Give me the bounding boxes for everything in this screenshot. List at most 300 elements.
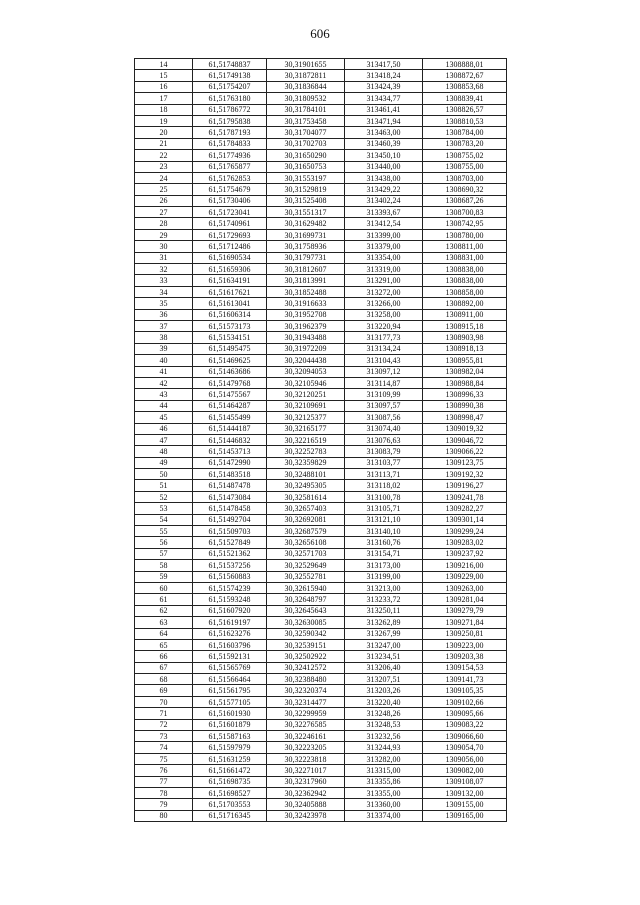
y-coordinate-cell: 1309141,73 bbox=[423, 674, 507, 685]
longitude-cell: 30,32529649 bbox=[267, 560, 345, 571]
y-coordinate-cell: 1308690,32 bbox=[423, 184, 507, 195]
x-coordinate-cell: 313154,71 bbox=[345, 548, 423, 559]
x-coordinate-cell: 313118,02 bbox=[345, 480, 423, 491]
x-coordinate-cell: 313262,89 bbox=[345, 617, 423, 628]
y-coordinate-cell: 1308998,47 bbox=[423, 412, 507, 423]
y-coordinate-cell: 1308826,57 bbox=[423, 104, 507, 115]
longitude-cell: 30,32405888 bbox=[267, 799, 345, 810]
table-row bbox=[135, 264, 507, 275]
x-coordinate-cell: 313438,00 bbox=[345, 172, 423, 183]
point-number-cell: 77 bbox=[135, 776, 193, 787]
x-coordinate-cell: 313114,87 bbox=[345, 377, 423, 388]
y-coordinate-cell: 1308811,00 bbox=[423, 241, 507, 252]
y-coordinate-cell: 1309082,00 bbox=[423, 765, 507, 776]
y-coordinate-cell: 1309281,04 bbox=[423, 594, 507, 605]
x-coordinate-cell: 313206,40 bbox=[345, 662, 423, 673]
table-row bbox=[135, 412, 507, 423]
latitude-cell: 61,51730406 bbox=[193, 195, 267, 206]
x-coordinate-cell: 313440,00 bbox=[345, 161, 423, 172]
longitude-cell: 30,32271017 bbox=[267, 765, 345, 776]
y-coordinate-cell: 1308872,67 bbox=[423, 70, 507, 81]
y-coordinate-cell: 1309216,00 bbox=[423, 560, 507, 571]
longitude-cell: 30,31650753 bbox=[267, 161, 345, 172]
longitude-cell: 30,31699731 bbox=[267, 229, 345, 240]
latitude-cell: 61,51455499 bbox=[193, 412, 267, 423]
latitude-cell: 61,51577105 bbox=[193, 696, 267, 707]
latitude-cell: 61,51574239 bbox=[193, 582, 267, 593]
point-number-cell: 14 bbox=[135, 59, 193, 70]
longitude-cell: 30,32495305 bbox=[267, 480, 345, 491]
point-number-cell: 80 bbox=[135, 810, 193, 821]
point-number-cell: 47 bbox=[135, 434, 193, 445]
latitude-cell: 61,51487478 bbox=[193, 480, 267, 491]
point-number-cell: 29 bbox=[135, 229, 193, 240]
point-number-cell: 16 bbox=[135, 81, 193, 92]
table-row bbox=[135, 685, 507, 696]
latitude-cell: 61,51566464 bbox=[193, 674, 267, 685]
longitude-cell: 30,32252783 bbox=[267, 446, 345, 457]
table-row bbox=[135, 696, 507, 707]
point-number-cell: 44 bbox=[135, 400, 193, 411]
table-row bbox=[135, 491, 507, 502]
latitude-cell: 61,51565769 bbox=[193, 662, 267, 673]
table-row bbox=[135, 377, 507, 388]
longitude-cell: 30,31758936 bbox=[267, 241, 345, 252]
x-coordinate-cell: 313355,00 bbox=[345, 788, 423, 799]
point-number-cell: 55 bbox=[135, 526, 193, 537]
coordinates-table bbox=[134, 58, 507, 822]
longitude-cell: 30,32590342 bbox=[267, 628, 345, 639]
table-row bbox=[135, 320, 507, 331]
y-coordinate-cell: 1309019,32 bbox=[423, 423, 507, 434]
longitude-cell: 30,31901655 bbox=[267, 59, 345, 70]
longitude-cell: 30,31650290 bbox=[267, 150, 345, 161]
y-coordinate-cell: 1309271,84 bbox=[423, 617, 507, 628]
latitude-cell: 61,51561795 bbox=[193, 685, 267, 696]
latitude-cell: 61,51795838 bbox=[193, 115, 267, 126]
longitude-cell: 30,32502922 bbox=[267, 651, 345, 662]
latitude-cell: 61,51754679 bbox=[193, 184, 267, 195]
coordinates-table-body bbox=[135, 59, 507, 822]
x-coordinate-cell: 313354,00 bbox=[345, 252, 423, 263]
latitude-cell: 61,51786772 bbox=[193, 104, 267, 115]
y-coordinate-cell: 1309263,00 bbox=[423, 582, 507, 593]
x-coordinate-cell: 313471,94 bbox=[345, 115, 423, 126]
longitude-cell: 30,32314477 bbox=[267, 696, 345, 707]
table-row bbox=[135, 810, 507, 821]
table-row bbox=[135, 480, 507, 491]
x-coordinate-cell: 313097,12 bbox=[345, 366, 423, 377]
point-number-cell: 22 bbox=[135, 150, 193, 161]
table-row bbox=[135, 526, 507, 537]
x-coordinate-cell: 313450,10 bbox=[345, 150, 423, 161]
y-coordinate-cell: 1308838,00 bbox=[423, 275, 507, 286]
y-coordinate-cell: 1308810,53 bbox=[423, 115, 507, 126]
y-coordinate-cell: 1309046,72 bbox=[423, 434, 507, 445]
latitude-cell: 61,51509703 bbox=[193, 526, 267, 537]
point-number-cell: 56 bbox=[135, 537, 193, 548]
latitude-cell: 61,51784833 bbox=[193, 138, 267, 149]
table-row bbox=[135, 332, 507, 343]
point-number-cell: 62 bbox=[135, 605, 193, 616]
point-number-cell: 72 bbox=[135, 719, 193, 730]
longitude-cell: 30,31872811 bbox=[267, 70, 345, 81]
longitude-cell: 30,32656108 bbox=[267, 537, 345, 548]
table-row bbox=[135, 639, 507, 650]
point-number-cell: 40 bbox=[135, 355, 193, 366]
x-coordinate-cell: 313220,40 bbox=[345, 696, 423, 707]
point-number-cell: 46 bbox=[135, 423, 193, 434]
x-coordinate-cell: 313105,71 bbox=[345, 503, 423, 514]
y-coordinate-cell: 1308755,00 bbox=[423, 161, 507, 172]
point-number-cell: 79 bbox=[135, 799, 193, 810]
table-row bbox=[135, 560, 507, 571]
longitude-cell: 30,32539151 bbox=[267, 639, 345, 650]
longitude-cell: 30,31702703 bbox=[267, 138, 345, 149]
y-coordinate-cell: 1308784,00 bbox=[423, 127, 507, 138]
longitude-cell: 30,32488101 bbox=[267, 469, 345, 480]
latitude-cell: 61,51634191 bbox=[193, 275, 267, 286]
table-row bbox=[135, 594, 507, 605]
latitude-cell: 61,51463686 bbox=[193, 366, 267, 377]
table-row bbox=[135, 434, 507, 445]
table-row bbox=[135, 582, 507, 593]
x-coordinate-cell: 313266,00 bbox=[345, 298, 423, 309]
point-number-cell: 69 bbox=[135, 685, 193, 696]
y-coordinate-cell: 1309279,79 bbox=[423, 605, 507, 616]
table-row bbox=[135, 514, 507, 525]
point-number-cell: 76 bbox=[135, 765, 193, 776]
x-coordinate-cell: 313434,77 bbox=[345, 93, 423, 104]
y-coordinate-cell: 1309066,22 bbox=[423, 446, 507, 457]
point-number-cell: 73 bbox=[135, 731, 193, 742]
x-coordinate-cell: 313100,78 bbox=[345, 491, 423, 502]
latitude-cell: 61,51749138 bbox=[193, 70, 267, 81]
latitude-cell: 61,51617621 bbox=[193, 286, 267, 297]
y-coordinate-cell: 1309282,27 bbox=[423, 503, 507, 514]
point-number-cell: 30 bbox=[135, 241, 193, 252]
point-number-cell: 59 bbox=[135, 571, 193, 582]
longitude-cell: 30,32645643 bbox=[267, 605, 345, 616]
x-coordinate-cell: 313207,51 bbox=[345, 674, 423, 685]
x-coordinate-cell: 313203,26 bbox=[345, 685, 423, 696]
x-coordinate-cell: 313121,10 bbox=[345, 514, 423, 525]
longitude-cell: 30,31525408 bbox=[267, 195, 345, 206]
longitude-cell: 30,32317960 bbox=[267, 776, 345, 787]
table-row bbox=[135, 172, 507, 183]
latitude-cell: 61,51495475 bbox=[193, 343, 267, 354]
point-number-cell: 68 bbox=[135, 674, 193, 685]
longitude-cell: 30,31962379 bbox=[267, 320, 345, 331]
table-row bbox=[135, 537, 507, 548]
x-coordinate-cell: 313282,00 bbox=[345, 753, 423, 764]
y-coordinate-cell: 1309299,24 bbox=[423, 526, 507, 537]
latitude-cell: 61,51712486 bbox=[193, 241, 267, 252]
point-number-cell: 27 bbox=[135, 207, 193, 218]
latitude-cell: 61,51446832 bbox=[193, 434, 267, 445]
y-coordinate-cell: 1309229,00 bbox=[423, 571, 507, 582]
point-number-cell: 54 bbox=[135, 514, 193, 525]
point-number-cell: 43 bbox=[135, 389, 193, 400]
x-coordinate-cell: 313234,51 bbox=[345, 651, 423, 662]
latitude-cell: 61,51472990 bbox=[193, 457, 267, 468]
point-number-cell: 31 bbox=[135, 252, 193, 263]
point-number-cell: 66 bbox=[135, 651, 193, 662]
point-number-cell: 23 bbox=[135, 161, 193, 172]
table-row bbox=[135, 218, 507, 229]
point-number-cell: 38 bbox=[135, 332, 193, 343]
longitude-cell: 30,32581614 bbox=[267, 491, 345, 502]
y-coordinate-cell: 1309083,22 bbox=[423, 719, 507, 730]
longitude-cell: 30,31943488 bbox=[267, 332, 345, 343]
point-number-cell: 28 bbox=[135, 218, 193, 229]
point-number-cell: 70 bbox=[135, 696, 193, 707]
longitude-cell: 30,31704077 bbox=[267, 127, 345, 138]
x-coordinate-cell: 313374,00 bbox=[345, 810, 423, 821]
longitude-cell: 30,31852488 bbox=[267, 286, 345, 297]
table-row bbox=[135, 617, 507, 628]
latitude-cell: 61,51521362 bbox=[193, 548, 267, 559]
table-row bbox=[135, 93, 507, 104]
point-number-cell: 75 bbox=[135, 753, 193, 764]
x-coordinate-cell: 313113,71 bbox=[345, 469, 423, 480]
latitude-cell: 61,51573173 bbox=[193, 320, 267, 331]
point-number-cell: 42 bbox=[135, 377, 193, 388]
x-coordinate-cell: 313424,39 bbox=[345, 81, 423, 92]
y-coordinate-cell: 1308703,00 bbox=[423, 172, 507, 183]
x-coordinate-cell: 313233,72 bbox=[345, 594, 423, 605]
longitude-cell: 30,32423978 bbox=[267, 810, 345, 821]
table-row bbox=[135, 309, 507, 320]
latitude-cell: 61,51587163 bbox=[193, 731, 267, 742]
latitude-cell: 61,51597979 bbox=[193, 742, 267, 753]
x-coordinate-cell: 313412,54 bbox=[345, 218, 423, 229]
point-number-cell: 67 bbox=[135, 662, 193, 673]
latitude-cell: 61,51661472 bbox=[193, 765, 267, 776]
latitude-cell: 61,51723041 bbox=[193, 207, 267, 218]
table-row bbox=[135, 150, 507, 161]
longitude-cell: 30,31784101 bbox=[267, 104, 345, 115]
longitude-cell: 30,32320374 bbox=[267, 685, 345, 696]
latitude-cell: 61,51601930 bbox=[193, 708, 267, 719]
point-number-cell: 52 bbox=[135, 491, 193, 502]
x-coordinate-cell: 313083,79 bbox=[345, 446, 423, 457]
x-coordinate-cell: 313109,99 bbox=[345, 389, 423, 400]
point-number-cell: 25 bbox=[135, 184, 193, 195]
y-coordinate-cell: 1308687,26 bbox=[423, 195, 507, 206]
x-coordinate-cell: 313074,40 bbox=[345, 423, 423, 434]
table-row bbox=[135, 662, 507, 673]
longitude-cell: 30,31809532 bbox=[267, 93, 345, 104]
longitude-cell: 30,32094053 bbox=[267, 366, 345, 377]
x-coordinate-cell: 313248,26 bbox=[345, 708, 423, 719]
longitude-cell: 30,32615940 bbox=[267, 582, 345, 593]
table-row bbox=[135, 788, 507, 799]
point-number-cell: 74 bbox=[135, 742, 193, 753]
y-coordinate-cell: 1309301,14 bbox=[423, 514, 507, 525]
table-row bbox=[135, 127, 507, 138]
point-number-cell: 18 bbox=[135, 104, 193, 115]
table-row bbox=[135, 184, 507, 195]
x-coordinate-cell: 313199,00 bbox=[345, 571, 423, 582]
longitude-cell: 30,32223818 bbox=[267, 753, 345, 764]
x-coordinate-cell: 313134,24 bbox=[345, 343, 423, 354]
table-row bbox=[135, 457, 507, 468]
latitude-cell: 61,51464287 bbox=[193, 400, 267, 411]
y-coordinate-cell: 1308839,41 bbox=[423, 93, 507, 104]
latitude-cell: 61,51473084 bbox=[193, 491, 267, 502]
latitude-cell: 61,51762853 bbox=[193, 172, 267, 183]
x-coordinate-cell: 313429,22 bbox=[345, 184, 423, 195]
y-coordinate-cell: 1308742,95 bbox=[423, 218, 507, 229]
latitude-cell: 61,51483518 bbox=[193, 469, 267, 480]
y-coordinate-cell: 1308700,83 bbox=[423, 207, 507, 218]
latitude-cell: 61,51560883 bbox=[193, 571, 267, 582]
latitude-cell: 61,51593248 bbox=[193, 594, 267, 605]
table-row bbox=[135, 776, 507, 787]
point-number-cell: 32 bbox=[135, 264, 193, 275]
latitude-cell: 61,51601879 bbox=[193, 719, 267, 730]
longitude-cell: 30,32276585 bbox=[267, 719, 345, 730]
latitude-cell: 61,51527849 bbox=[193, 537, 267, 548]
longitude-cell: 30,32105946 bbox=[267, 377, 345, 388]
y-coordinate-cell: 1308990,38 bbox=[423, 400, 507, 411]
table-row bbox=[135, 195, 507, 206]
longitude-cell: 30,31629482 bbox=[267, 218, 345, 229]
longitude-cell: 30,32044438 bbox=[267, 355, 345, 366]
point-number-cell: 65 bbox=[135, 639, 193, 650]
latitude-cell: 61,51623276 bbox=[193, 628, 267, 639]
y-coordinate-cell: 1308918,13 bbox=[423, 343, 507, 354]
y-coordinate-cell: 1308955,81 bbox=[423, 355, 507, 366]
x-coordinate-cell: 313087,56 bbox=[345, 412, 423, 423]
longitude-cell: 30,31753458 bbox=[267, 115, 345, 126]
x-coordinate-cell: 313076,63 bbox=[345, 434, 423, 445]
longitude-cell: 30,32657403 bbox=[267, 503, 345, 514]
y-coordinate-cell: 1309223,00 bbox=[423, 639, 507, 650]
longitude-cell: 30,32648797 bbox=[267, 594, 345, 605]
x-coordinate-cell: 313232,56 bbox=[345, 731, 423, 742]
longitude-cell: 30,32571703 bbox=[267, 548, 345, 559]
table-row bbox=[135, 571, 507, 582]
latitude-cell: 61,51659306 bbox=[193, 264, 267, 275]
table-row bbox=[135, 548, 507, 559]
latitude-cell: 61,51469625 bbox=[193, 355, 267, 366]
latitude-cell: 61,51716345 bbox=[193, 810, 267, 821]
latitude-cell: 61,51603796 bbox=[193, 639, 267, 650]
point-number-cell: 19 bbox=[135, 115, 193, 126]
latitude-cell: 61,51754207 bbox=[193, 81, 267, 92]
x-coordinate-cell: 313319,00 bbox=[345, 264, 423, 275]
x-coordinate-cell: 313399,00 bbox=[345, 229, 423, 240]
latitude-cell: 61,51690534 bbox=[193, 252, 267, 263]
point-number-cell: 17 bbox=[135, 93, 193, 104]
y-coordinate-cell: 1309250,81 bbox=[423, 628, 507, 639]
x-coordinate-cell: 313097,57 bbox=[345, 400, 423, 411]
longitude-cell: 30,32692081 bbox=[267, 514, 345, 525]
x-coordinate-cell: 313393,67 bbox=[345, 207, 423, 218]
y-coordinate-cell: 1309066,60 bbox=[423, 731, 507, 742]
x-coordinate-cell: 313417,50 bbox=[345, 59, 423, 70]
point-number-cell: 50 bbox=[135, 469, 193, 480]
table-row bbox=[135, 708, 507, 719]
y-coordinate-cell: 1309102,66 bbox=[423, 696, 507, 707]
y-coordinate-cell: 1309155,00 bbox=[423, 799, 507, 810]
y-coordinate-cell: 1308982,04 bbox=[423, 366, 507, 377]
longitude-cell: 30,31836844 bbox=[267, 81, 345, 92]
longitude-cell: 30,32359829 bbox=[267, 457, 345, 468]
x-coordinate-cell: 313220,94 bbox=[345, 320, 423, 331]
x-coordinate-cell: 313418,24 bbox=[345, 70, 423, 81]
y-coordinate-cell: 1309105,35 bbox=[423, 685, 507, 696]
point-number-cell: 48 bbox=[135, 446, 193, 457]
latitude-cell: 61,51444187 bbox=[193, 423, 267, 434]
y-coordinate-cell: 1309165,00 bbox=[423, 810, 507, 821]
y-coordinate-cell: 1308915,18 bbox=[423, 320, 507, 331]
table-row bbox=[135, 469, 507, 480]
point-number-cell: 20 bbox=[135, 127, 193, 138]
latitude-cell: 61,51607920 bbox=[193, 605, 267, 616]
latitude-cell: 61,51748837 bbox=[193, 59, 267, 70]
point-number-cell: 78 bbox=[135, 788, 193, 799]
table-row bbox=[135, 241, 507, 252]
x-coordinate-cell: 313315,00 bbox=[345, 765, 423, 776]
y-coordinate-cell: 1308858,00 bbox=[423, 286, 507, 297]
longitude-cell: 30,31551317 bbox=[267, 207, 345, 218]
longitude-cell: 30,32630085 bbox=[267, 617, 345, 628]
point-number-cell: 21 bbox=[135, 138, 193, 149]
latitude-cell: 61,51537256 bbox=[193, 560, 267, 571]
longitude-cell: 30,31529819 bbox=[267, 184, 345, 195]
y-coordinate-cell: 1309283,02 bbox=[423, 537, 507, 548]
point-number-cell: 34 bbox=[135, 286, 193, 297]
x-coordinate-cell: 313140,10 bbox=[345, 526, 423, 537]
point-number-cell: 53 bbox=[135, 503, 193, 514]
x-coordinate-cell: 313177,73 bbox=[345, 332, 423, 343]
table-row bbox=[135, 719, 507, 730]
latitude-cell: 61,51765877 bbox=[193, 161, 267, 172]
x-coordinate-cell: 313461,41 bbox=[345, 104, 423, 115]
table-row bbox=[135, 400, 507, 411]
y-coordinate-cell: 1308755,02 bbox=[423, 150, 507, 161]
table-row bbox=[135, 81, 507, 92]
latitude-cell: 61,51698527 bbox=[193, 788, 267, 799]
longitude-cell: 30,32109691 bbox=[267, 400, 345, 411]
table-row bbox=[135, 765, 507, 776]
y-coordinate-cell: 1309056,00 bbox=[423, 753, 507, 764]
longitude-cell: 30,32165177 bbox=[267, 423, 345, 434]
longitude-cell: 30,32299959 bbox=[267, 708, 345, 719]
y-coordinate-cell: 1308783,20 bbox=[423, 138, 507, 149]
table-row bbox=[135, 731, 507, 742]
point-number-cell: 41 bbox=[135, 366, 193, 377]
latitude-cell: 61,51729693 bbox=[193, 229, 267, 240]
y-coordinate-cell: 1309132,00 bbox=[423, 788, 507, 799]
point-number-cell: 63 bbox=[135, 617, 193, 628]
latitude-cell: 61,51492704 bbox=[193, 514, 267, 525]
table-row bbox=[135, 651, 507, 662]
x-coordinate-cell: 313267,99 bbox=[345, 628, 423, 639]
point-number-cell: 61 bbox=[135, 594, 193, 605]
point-number-cell: 15 bbox=[135, 70, 193, 81]
latitude-cell: 61,51631259 bbox=[193, 753, 267, 764]
table-row bbox=[135, 674, 507, 685]
x-coordinate-cell: 313258,00 bbox=[345, 309, 423, 320]
latitude-cell: 61,51534151 bbox=[193, 332, 267, 343]
point-number-cell: 39 bbox=[135, 343, 193, 354]
x-coordinate-cell: 313103,77 bbox=[345, 457, 423, 468]
y-coordinate-cell: 1309203,38 bbox=[423, 651, 507, 662]
